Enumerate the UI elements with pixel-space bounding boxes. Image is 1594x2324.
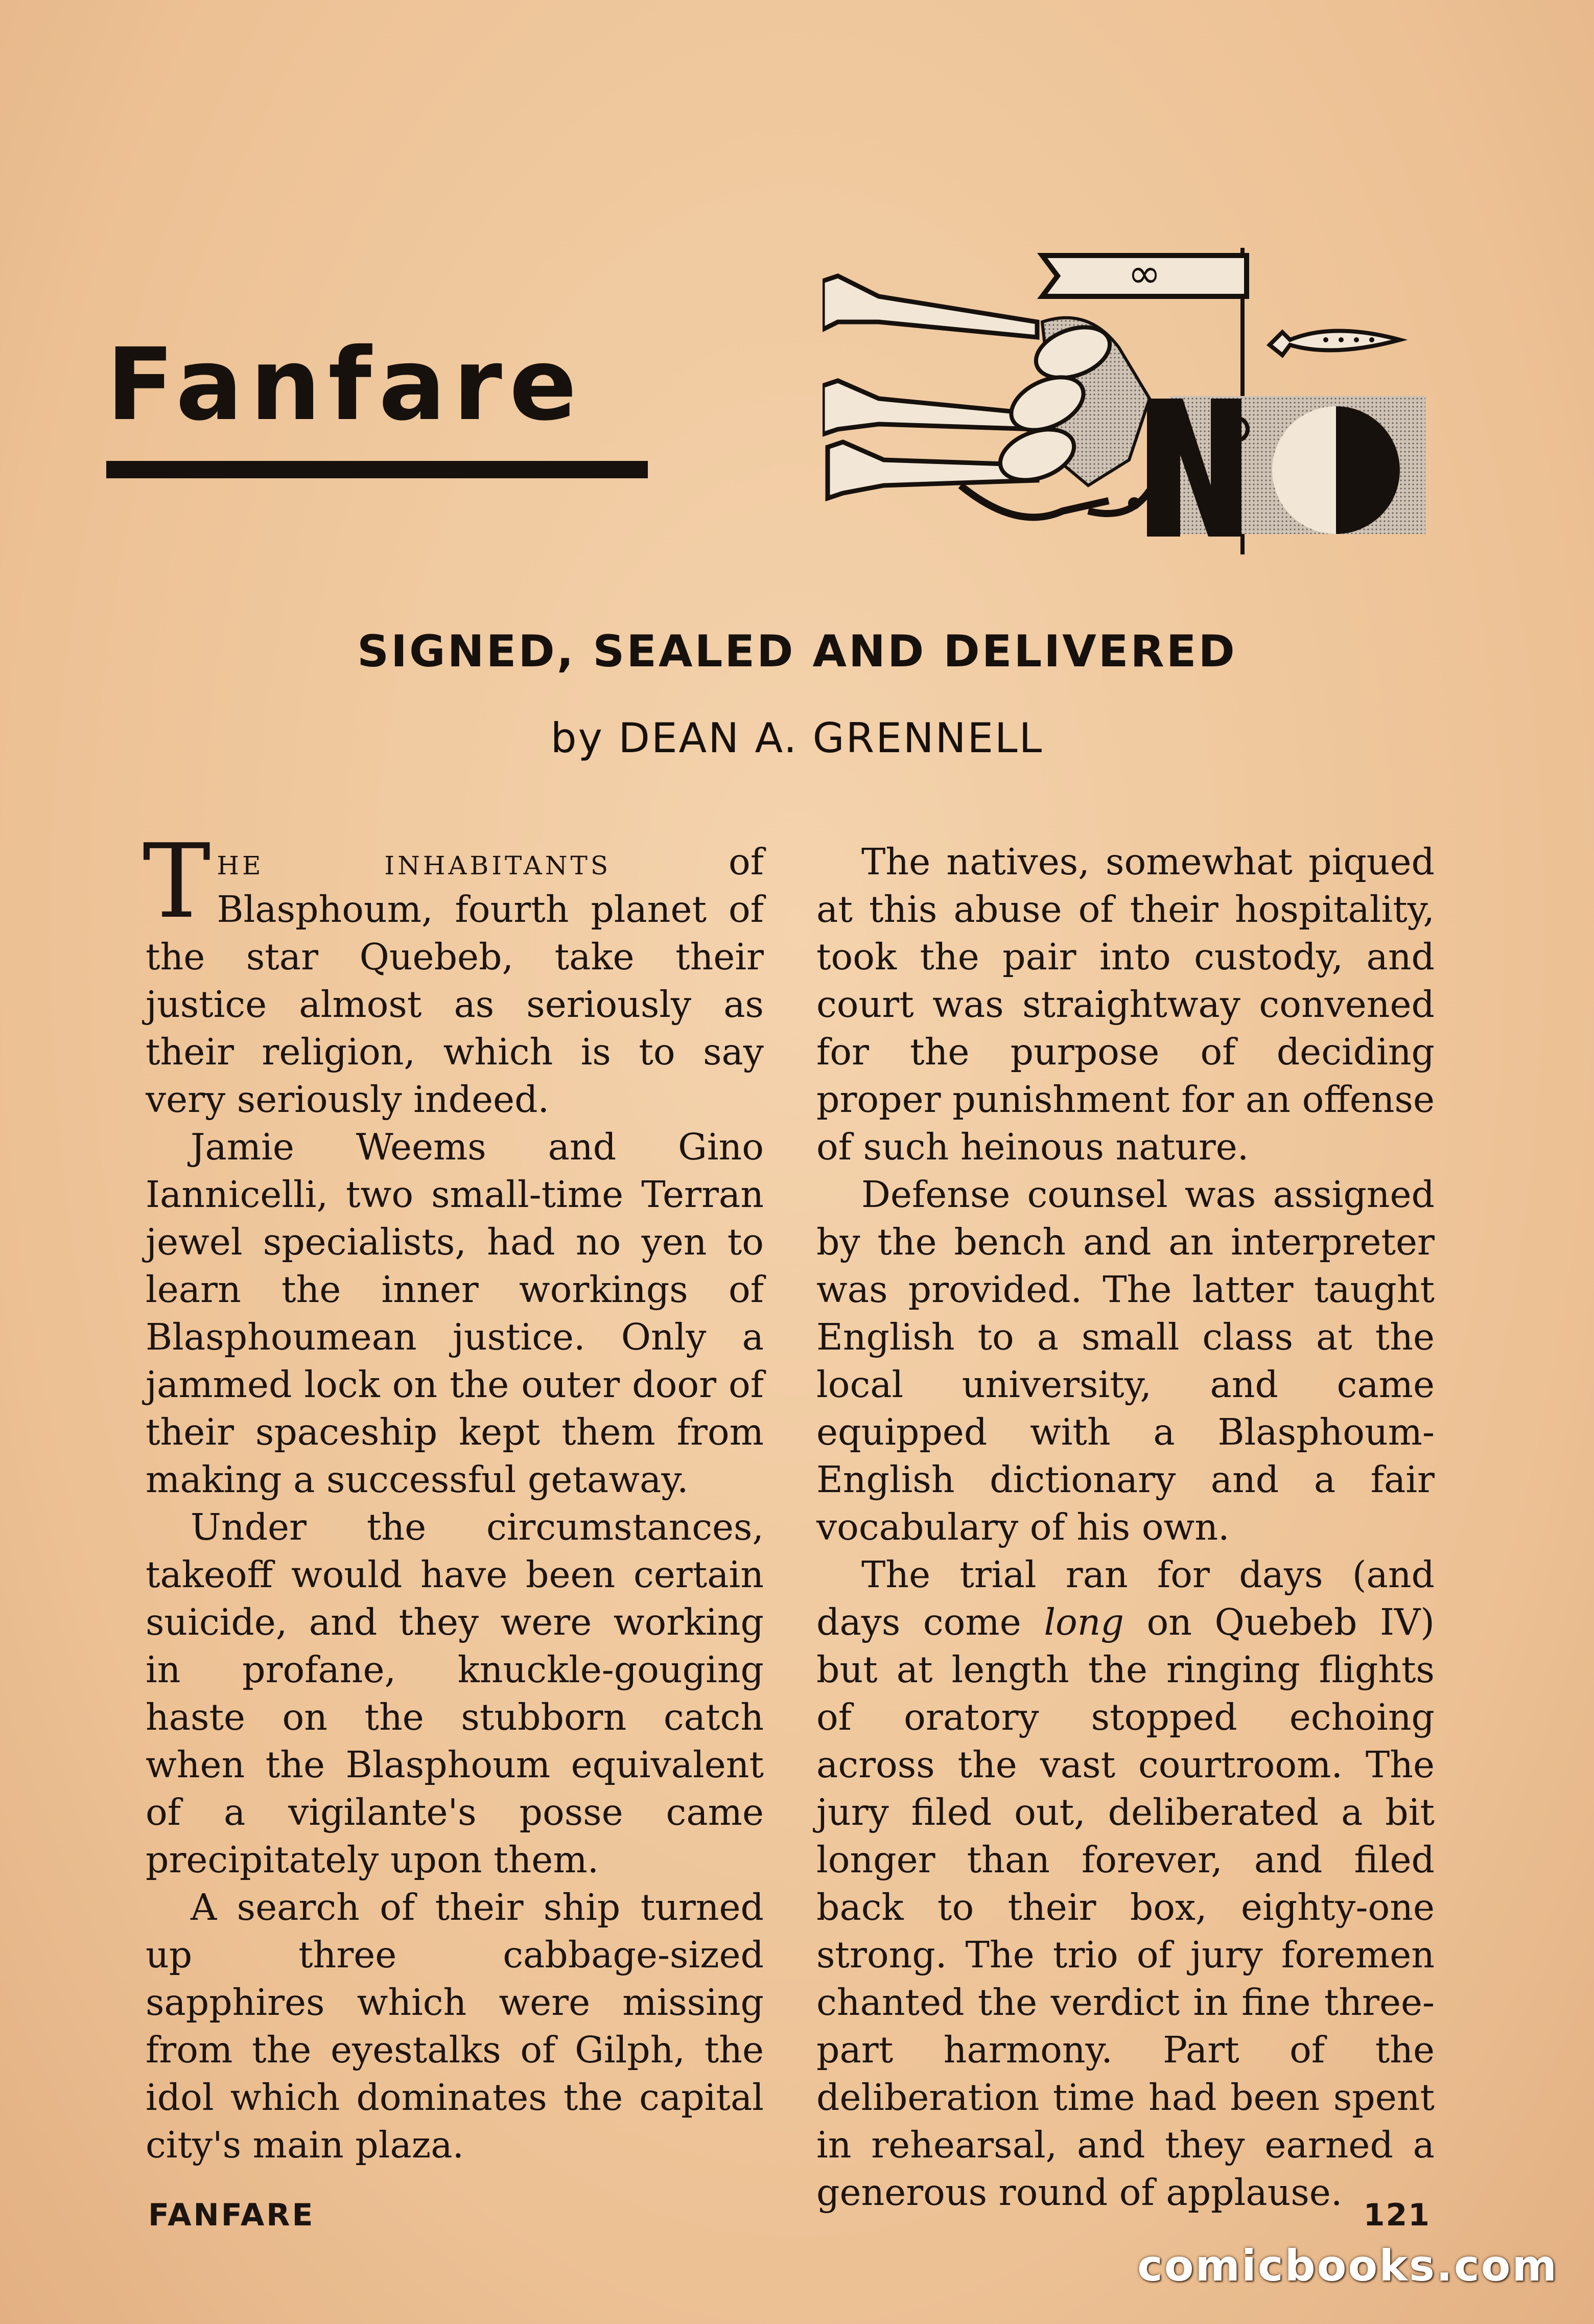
- byline: by DEAN A. GRENNELL: [550, 714, 1044, 762]
- paragraph-text: The trial ran for days (and days come: [816, 1553, 1435, 1643]
- paragraph: The natives, somewhat piqued at this abuse of their hospitality, took the pair into custody, and court was straightway convened for the purpose of deciding proper punishment for an offense of such heinous nature.: [816, 841, 1435, 1168]
- trumpeter-illustration-icon: [823, 245, 1431, 562]
- paragraph: Under the circumstances, takeoff would have been certain suicide, and they were working in profane, knuckle-gouging haste on the stubborn catch when the Blasphoum equivalent of a vigilante's posse came precipitately upon them.: [146, 1506, 764, 1881]
- paragraph: [816, 1551, 1435, 2216]
- right-column: [816, 838, 1435, 2216]
- italic-word: long: [1044, 1601, 1124, 1643]
- lead-smallcaps: he inhabitants: [217, 841, 612, 883]
- paragraph: A search of their ship turned up three cabbage-sized sapphires which were missing from the eyestalks of Gilph, the idol which dominates the capital city's main plaza.: [146, 1886, 764, 2166]
- paragraph-text: on Quebeb IV) but at length the ringing flights of oratory stopped echoing across the vast courtroom. The jury filed out, deliberated a bit longer than forever, and filed back to their box, eighty-one strong. The trio of jury foremen chanted the verdict in fine three-part harmony. Part of the deliberation time had been spent in rehearsal, and they earned a generous round of applause.: [816, 1601, 1435, 2214]
- drop-cap: T: [143, 822, 211, 941]
- watermark: comicbooks.com: [1137, 2241, 1558, 2291]
- left-column: [143, 822, 764, 2169]
- paragraph-text: of Blasphoum, fourth planet of the star Quebeb, take their justice almost as seriously as their religion, which is to say very seriously indeed.: [146, 841, 764, 1121]
- title-underline: [106, 461, 648, 478]
- paragraph: Jamie Weems and Gino Iannicelli, two small-time Terran jewel specialists, had no yen to learn the inner workings of Blasphoumean justice. Only a jammed lock on the outer door of their spaceship kept them from making a successful getaway.: [146, 1126, 764, 1501]
- page-number: 121: [1363, 2197, 1431, 2233]
- department-title: Fanfare: [106, 327, 584, 443]
- paragraph: [143, 822, 764, 1123]
- paragraph: Defense counsel was assigned by the bench and an interpreter was provided. The latter taught English to a small class at the local university, and came equipped with a Blasphoum-English dictionary and a fair vocabulary of his own.: [816, 1173, 1435, 1548]
- banner-symbol: ∞: [1128, 251, 1161, 297]
- story-title: SIGNED, SEALED AND DELIVERED: [357, 626, 1237, 677]
- running-title: FANFARE: [148, 2197, 315, 2233]
